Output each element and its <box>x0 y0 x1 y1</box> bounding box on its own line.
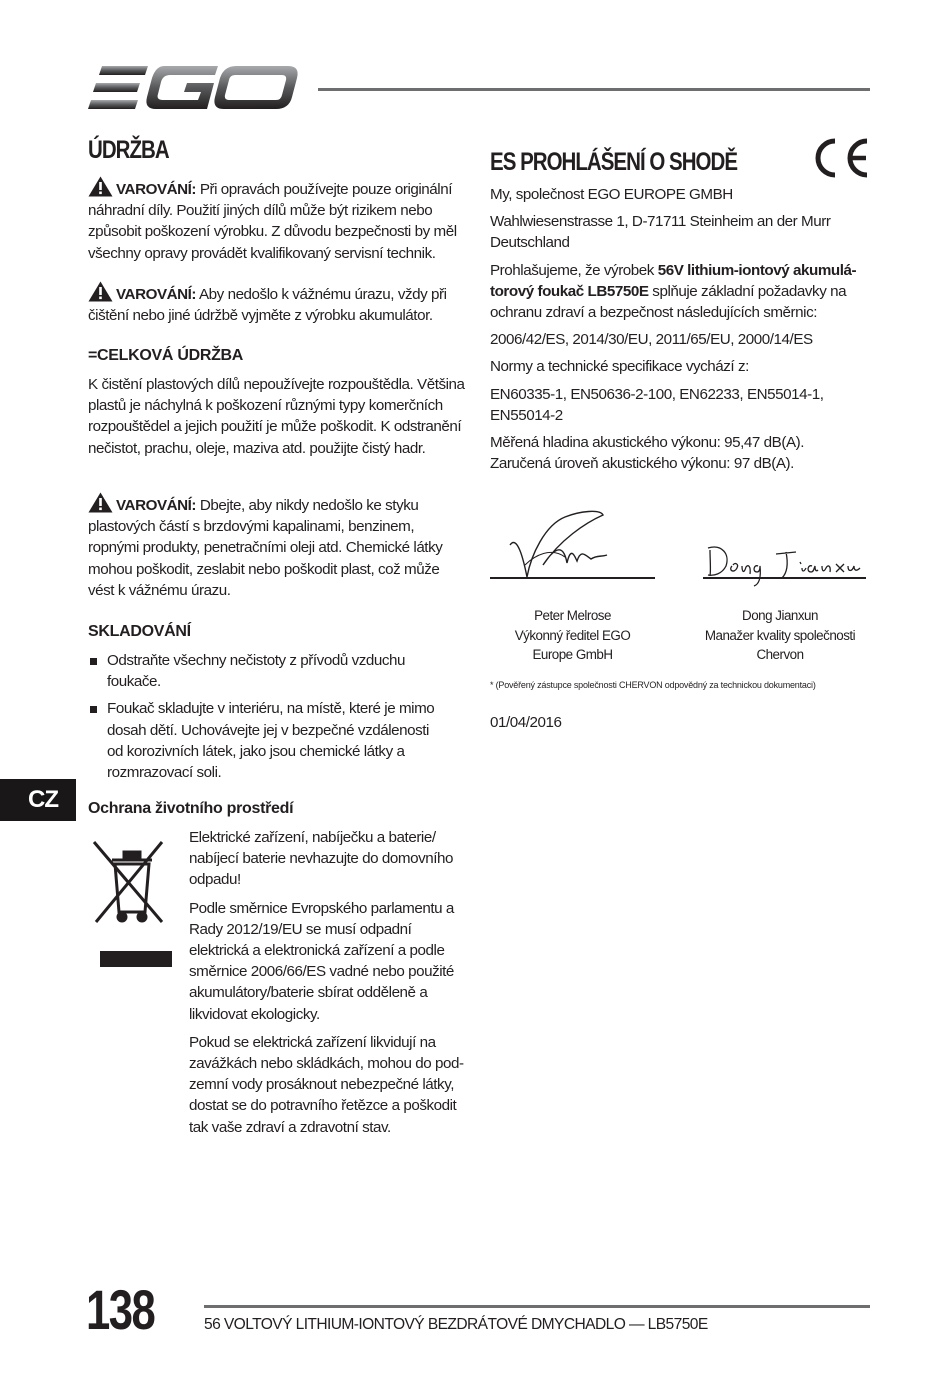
environment-paragraph: Elektrické zařízení, nabíječku a baterie/ nabíjecí baterie nevhazujte do domovního odpadu! <box>189 829 454 889</box>
crossed-bin-icon <box>92 838 172 970</box>
warning-label: VAROVÁNÍ: <box>116 286 197 303</box>
declaration-statement <box>490 260 870 324</box>
maintenance-heading: ÚDRŽBA <box>88 136 169 164</box>
warning-triangle-icon <box>88 176 113 197</box>
measured-sound-power: Měřená hladina akustického výkonu: 95,47 dB(A). <box>490 434 805 452</box>
footnote: * (Pověřený zástupce společnosti CHERVON odpovědný za technickou dokumentaci) <box>490 680 816 690</box>
general-maintenance-heading: =CELKOVÁ ÚDRŽBA <box>88 347 244 364</box>
declaration-date: 01/04/2016 <box>490 714 562 731</box>
environment-text <box>189 827 471 1145</box>
declaration-product: 56V lithium-iontový akumulá- torový foukač LB5750E <box>490 261 857 300</box>
ego-logo <box>88 64 300 112</box>
language-tab: CZ <box>0 779 76 821</box>
guaranteed-sound-power: Zaručená úroveň akustického výkonu: 97 dB(A). <box>490 455 794 473</box>
list-item: Odstraňte všechny nečistoty z přívodů vzduchu foukače. <box>88 650 448 692</box>
environment-paragraph: Podle směrnice Evropského parlamentu a Rady 2012/19/EU se musí odpadní elektrická a elektronická zařízení a podle směrnice 2006/66/ES vadné nebo použité akumulátory/baterie sbírat odděleně a likvidovat ekologicky. <box>189 899 454 1023</box>
warning-3 <box>88 492 466 601</box>
general-maintenance-text: K čistění plastových dílů nepoužívejte rozpouštědla. Většina plastů je náchylná k poškození různými typy komerčních rozpouštědel a jejich použití je může poškodit. K odstranění nečistot, prachu, oleje, maziva atd. použijte čistý hadr. <box>88 376 465 457</box>
warning-2 <box>88 281 466 326</box>
signer-peter-melrose <box>490 606 655 665</box>
declaration-heading: ES PROHLÁŠENÍ O SHODĚ <box>490 148 738 176</box>
warning-text: Aby nedošlo k vážnému úrazu, vždy při čištění nebo jiné údržbě vyjměte z výrobku akumulátor. <box>88 286 447 325</box>
signature-peter-melrose <box>505 505 615 583</box>
warning-1 <box>88 176 466 264</box>
norms-intro: Normy a technické specifikace vychází z: <box>490 358 749 376</box>
warning-triangle-icon <box>88 492 113 513</box>
signer-role: Manažer kvality společnosti <box>704 627 856 643</box>
environment-heading: Ochrana životního prostředí <box>88 800 294 817</box>
signature-line <box>703 577 866 579</box>
norms-list: EN60335-1, EN50636-2-100, EN62233, EN55014-1, EN55014-2 <box>490 385 824 424</box>
signature-dong-jianxun <box>704 540 864 588</box>
signer-company: Europe GmbH <box>532 647 613 662</box>
signer-role: Výkonný ředitel EGO <box>514 627 631 643</box>
company-address: Wahlwiesenstrasse 1, D-71711 Steinheim an der Murr Deutschland <box>490 213 831 252</box>
signer-name: Peter Melrose <box>534 608 611 623</box>
page-number: 138 <box>86 1278 155 1341</box>
warning-text: Dbejte, aby nikdy nedošlo ke styku plastových částí s brzdovými kapalinami, benzinem, ropnými produkty, penetračními oleji atd. Chemické látky mohou poškodit, zeslabit nebo poškodit plast, což může vést k vážnému úrazu. <box>88 497 443 599</box>
storage-heading: SKLADOVÁNÍ <box>88 623 191 640</box>
declaration-post: splňuje základní požadavky na ochranu zdraví a bezpečnost následujících směrnic: <box>490 282 847 322</box>
header-rule <box>318 88 870 91</box>
declaration-pre: Prohlašujeme, že výrobek <box>490 261 658 279</box>
declaration-body <box>490 184 870 480</box>
warning-text: Při opravách používejte pouze originální náhradní díly. Použití jiných dílů může být rizikem nebo způsobit poškození výrobku. Z důvodu bezpečnosti by měl všechny opravy provádět kvalifikovaný servisní technik. <box>88 181 457 262</box>
signer-name: Dong Jianxun <box>742 608 818 623</box>
warning-triangle-icon <box>88 281 113 302</box>
environment-paragraph: Pokud se elektrická zařízení likvidují na zavážkách nebo skládkách, mohou do pod- zemní vody prosáknout nebezpečné látky, dostat se do potravního řetězce a poškodit tak vaše zdraví a zdravotní stav. <box>189 1033 464 1136</box>
warning-label: VAROVÁNÍ: <box>116 181 197 198</box>
footer-title: 56 VOLTOVÝ LITHIUM-IONTOVÝ BEZDRÁTOVÉ DMYCHADLO — LB5750E <box>204 1316 708 1333</box>
signer-dong-jianxun <box>697 606 863 665</box>
list-item: Foukač skladujte v interiéru, na místě, které je mimo dosah dětí. Uchovávejte jej v bezpečné vzdálenosti od korozivních látek, jako jsou chemické látky a rozmrazovací soli. <box>88 698 448 783</box>
ce-mark-icon <box>812 137 870 179</box>
signature-line <box>490 577 655 579</box>
storage-list <box>88 650 448 789</box>
directives: 2006/42/ES, 2014/30/EU, 2011/65/EU, 2000/14/ES <box>490 331 813 349</box>
company-line: My, společnost EGO EUROPE GMBH <box>490 186 733 203</box>
signer-company: Chervon <box>756 647 804 662</box>
footer-rule <box>204 1305 870 1308</box>
warning-label: VAROVÁNÍ: <box>116 497 197 514</box>
